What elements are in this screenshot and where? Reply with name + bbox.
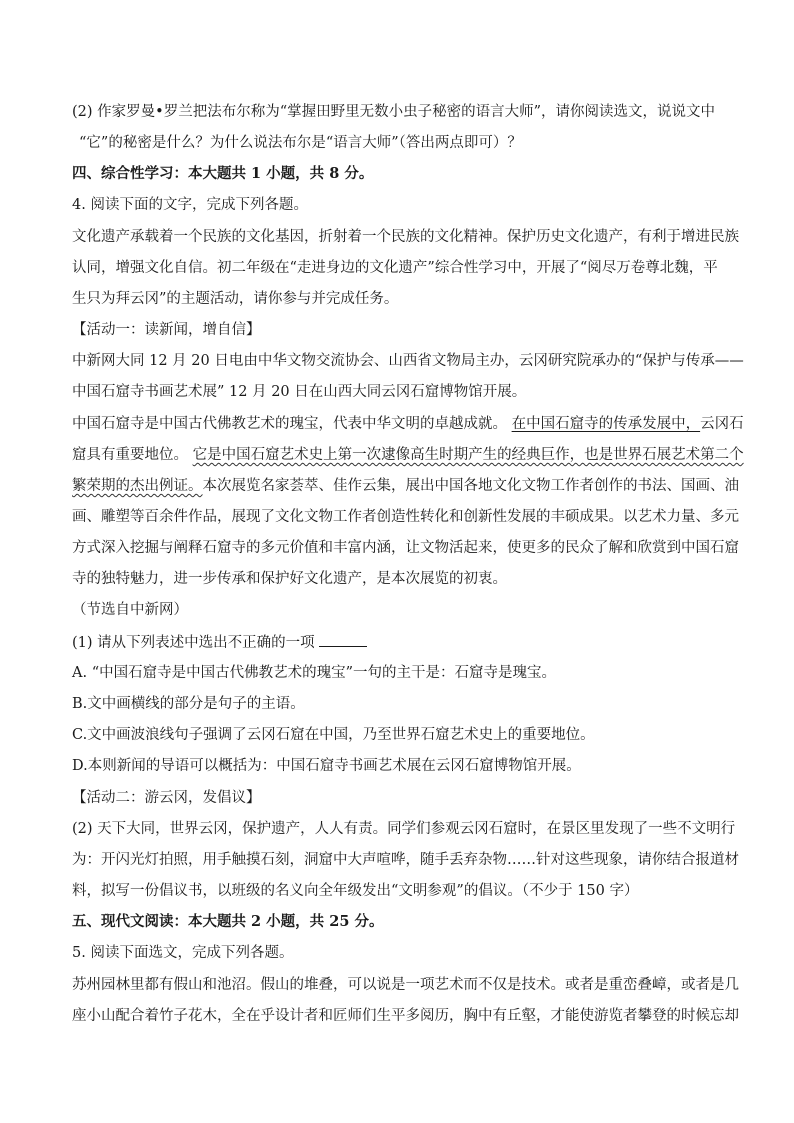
activity1-title: 【活动一：读新闻，增自信】 <box>72 322 261 338</box>
option-c: C.文中画波浪线句子强调了云冈石窟在中国，乃至世界石窟艺术史上的重要地位。 <box>72 727 595 743</box>
option-d: D.本则新闻的导语可以概括为：中国石窟寺书画艺术展在云冈石窟博物馆开展。 <box>72 758 581 774</box>
news-body-line-5: 方式深入挖掘与阐释石窟寺的多元价值和丰富内涵，让文物活起来，使更多的民众了解和欣赏到中国石窟 <box>72 540 739 556</box>
question5-intro: 5. 阅读下面选文，完成下列各题。 <box>72 945 294 961</box>
q4-1-text: (1) 请从下列表述中选出不正确的一项 <box>72 635 315 651</box>
wavy-underlined-sentence: 它是中国石窟艺术史上第一次逮像高生时期产生的经典巨作，也是世界石展艺术第二个 <box>192 447 744 463</box>
passage-line-2: 座小山配合着竹子花木，全在乎设计者和匠师们生平多阅历，胸中有丘壑，才能使游览者攀登的时候忘却 <box>72 1008 739 1024</box>
news-source: （节选自中新网） <box>72 602 188 618</box>
news-body-line-1 <box>72 414 744 434</box>
body-text: 中国石窟寺是中国古代佛教艺术的瑰宝，代表中华文明的卓越成就。 <box>72 416 512 432</box>
body-text: 窟具有重要地位。 <box>72 447 193 463</box>
intro-line-3: 生只为拜云冈”的主题活动，请你参与并完成任务。 <box>72 291 399 307</box>
news-body-line-3 <box>72 476 739 496</box>
q3-part2-line2: “它”的秘密是什么？为什么说法布尔是“语言大师”（答出两点即可）？ <box>79 135 522 151</box>
intro-line-2: 认同，增强文化自信。初二年级在“走进身边的文化遗产”综合性学习中，开展了“阅尽万卷尊北魏，平 <box>72 260 718 276</box>
question4-intro: 4. 阅读下面的文字，完成下列各题。 <box>72 197 308 213</box>
section5-heading: 五、现代文阅读：本大题共 2 小题，共 25 分。 <box>72 913 384 930</box>
q3-part2-line1: (2) 作家罗曼•罗兰把法布尔称为“掌握田野里无数小虫子秘密的语言大师”，请你阅读选文，说说文中 <box>72 104 716 120</box>
news-line-2: 中国石窟寺书画艺术展” 12 月 20 日在山西大同云冈石窟博物馆开展。 <box>72 384 527 400</box>
answer-blank[interactable] <box>319 632 367 647</box>
section4-heading: 四、综合性学习：本大题共 1 小题，共 8 分。 <box>72 165 374 182</box>
body-text: 本次展览名家荟萃、佳作云集，展出中国各地文化文物工作者创作的书法、国画、油 <box>202 478 739 494</box>
news-line-1: 中新网大同 12 月 20 日电由中华文物交流协会、山西省文物局主办，云冈研究院承办的“保护与传承—— <box>72 353 744 369</box>
news-body-line-4: 画、雕塑等百余件作品，展现了文化文物工作者创造性转化和创新性发展的丰硕成果。以艺术力量、多元 <box>72 509 739 525</box>
q4-2-line-1: (2) 天下大同，世界云冈，保护遗产，人人有责。同学们参观云冈石窟时，在景区里发现了一些不文明行 <box>72 821 736 837</box>
option-b: B.文中画横线的部分是句子的主语。 <box>72 696 305 712</box>
underlined-subject: 在中国石窟寺的传承发展中， <box>511 416 701 432</box>
option-a: A. “中国石窟寺是中国古代佛教艺术的瑰宝”一句的主干是：石窟寺是瑰宝。 <box>72 665 557 681</box>
passage-line-1: 苏州园林里都有假山和池沼。假山的堆叠，可以说是一项艺术而不仅是技术。或者是重峦叠嶂，或者是几 <box>72 977 739 993</box>
wavy-underlined-sentence-end: 繁荣期的杰出例证。 <box>72 478 203 494</box>
intro-line-1: 文化遗产承载着一个民族的文化基因，折射着一个民族的文化精神。保护历史文化遗产，有利于增进民族 <box>72 229 739 245</box>
activity2-title: 【活动二：游云冈，发倡议】 <box>72 790 261 806</box>
news-body-line-2 <box>72 445 744 465</box>
q4-1-stem <box>72 632 367 653</box>
news-body-line-6: 寺的独特魅力，进一步传承和保护好文化遗产，是本次展览的初衷。 <box>72 571 507 587</box>
q4-2-line-2: 为：开闪光灯拍照，用手触摸石刻，洞窟中大声喧哗，随手丢弃杂物……针对这些现象，请你结合报道材 <box>72 852 739 868</box>
body-text: 云冈石 <box>700 416 744 432</box>
q4-2-line-3: 料，拟写一份倡议书，以班级的名义向全年级发出“文明参观”的倡议。（不少于 150 字） <box>72 883 639 899</box>
